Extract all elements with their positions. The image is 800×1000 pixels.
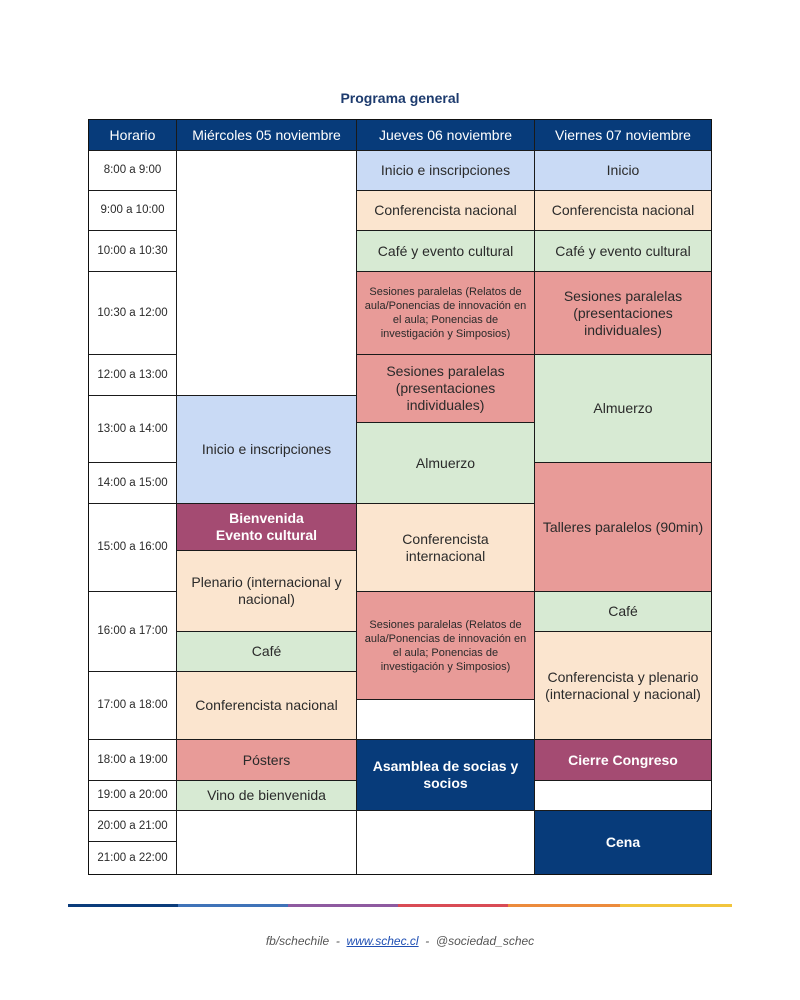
footer-separator: - xyxy=(425,934,430,948)
time-slot: 13:00 a 14:00 xyxy=(88,395,177,463)
fri-closing: Cierre Congreso xyxy=(534,739,712,781)
thu-parallel-sessions-1: Sesiones paralelas (Relatos de aula/Ponencias de innovación en el aula; Ponencias de investigación y Simposios) xyxy=(356,271,535,355)
thu-registration: Inicio e inscripciones xyxy=(356,150,535,191)
thu-lunch: Almuerzo xyxy=(356,422,535,504)
header-friday: Viernes 07 noviembre xyxy=(534,119,712,151)
footer-facebook: fb/schechile xyxy=(265,934,330,948)
footer-website-link[interactable]: www.schec.cl xyxy=(346,934,419,948)
stripe-segment xyxy=(288,904,398,907)
fri-national-speaker: Conferencista nacional xyxy=(534,190,712,231)
time-slot: 10:00 a 10:30 xyxy=(88,230,177,272)
fri-empty xyxy=(534,780,712,811)
fri-workshops: Talleres paralelos (90min) xyxy=(534,462,712,592)
stripe-segment xyxy=(178,904,288,907)
wed-national-speaker: Conferencista nacional xyxy=(176,671,357,740)
stripe-segment xyxy=(68,904,178,907)
stripe-segment xyxy=(620,904,732,907)
thu-individual-sessions: Sesiones paralelas (presentaciones individuales) xyxy=(356,354,535,423)
time-slot: 10:30 a 12:00 xyxy=(88,271,177,355)
fri-lunch: Almuerzo xyxy=(534,354,712,463)
header-time: Horario xyxy=(88,119,177,151)
wed-empty-morning xyxy=(176,150,357,396)
page-title: Programa general xyxy=(340,90,460,106)
wed-welcome-wine: Vino de bienvenida xyxy=(176,780,357,811)
thu-national-speaker: Conferencista nacional xyxy=(356,190,535,231)
thu-coffee-cultural: Café y evento cultural xyxy=(356,230,535,272)
time-slot: 14:00 a 15:00 xyxy=(88,462,177,504)
wed-plenary: Plenario (internacional y nacional) xyxy=(176,550,357,632)
header-wednesday: Miércoles 05 noviembre xyxy=(176,119,357,151)
time-slot: 20:00 a 21:00 xyxy=(88,810,177,842)
thu-assembly: Asamblea de socias y socios xyxy=(356,739,535,811)
fri-coffee: Café xyxy=(534,591,712,632)
time-slot: 18:00 a 19:00 xyxy=(88,739,177,781)
thu-empty-evening xyxy=(356,810,535,875)
fri-individual-sessions: Sesiones paralelas (presentaciones individuales) xyxy=(534,271,712,355)
time-slot: 17:00 a 18:00 xyxy=(88,671,177,740)
time-slot: 8:00 a 9:00 xyxy=(88,150,177,191)
thu-empty xyxy=(356,699,535,740)
header-thursday: Jueves 06 noviembre xyxy=(356,119,535,151)
time-slot: 12:00 a 13:00 xyxy=(88,354,177,396)
wed-welcome-cultural xyxy=(176,503,357,551)
wed-coffee: Café xyxy=(176,631,357,672)
wed-welcome-line1: Bienvenida xyxy=(229,510,304,526)
time-slot: 9:00 a 10:00 xyxy=(88,190,177,231)
time-slot: 21:00 a 22:00 xyxy=(88,841,177,875)
footer-separator: - xyxy=(335,934,340,948)
footer xyxy=(0,934,800,948)
thu-parallel-sessions-2: Sesiones paralelas (Relatos de aula/Ponencias de innovación en el aula; Ponencias de investigación y Simposios) xyxy=(356,591,535,700)
footer-instagram: @sociedad_schec xyxy=(435,934,535,948)
fri-coffee-cultural: Café y evento cultural xyxy=(534,230,712,272)
stripe-segment xyxy=(398,904,508,907)
fri-start: Inicio xyxy=(534,150,712,191)
time-slot: 16:00 a 17:00 xyxy=(88,591,177,672)
thu-international-speaker: Conferencista internacional xyxy=(356,503,535,592)
stripe-segment xyxy=(508,904,620,907)
wed-empty-evening xyxy=(176,810,357,875)
wed-posters: Pósters xyxy=(176,739,357,781)
fri-dinner: Cena xyxy=(534,810,712,875)
time-slot: 15:00 a 16:00 xyxy=(88,503,177,592)
wed-registration: Inicio e inscripciones xyxy=(176,395,357,504)
wed-welcome-line2: Evento cultural xyxy=(215,527,318,543)
time-slot: 19:00 a 20:00 xyxy=(88,780,177,811)
fri-closing-plenary: Conferencista y plenario (internacional y nacional) xyxy=(534,631,712,740)
